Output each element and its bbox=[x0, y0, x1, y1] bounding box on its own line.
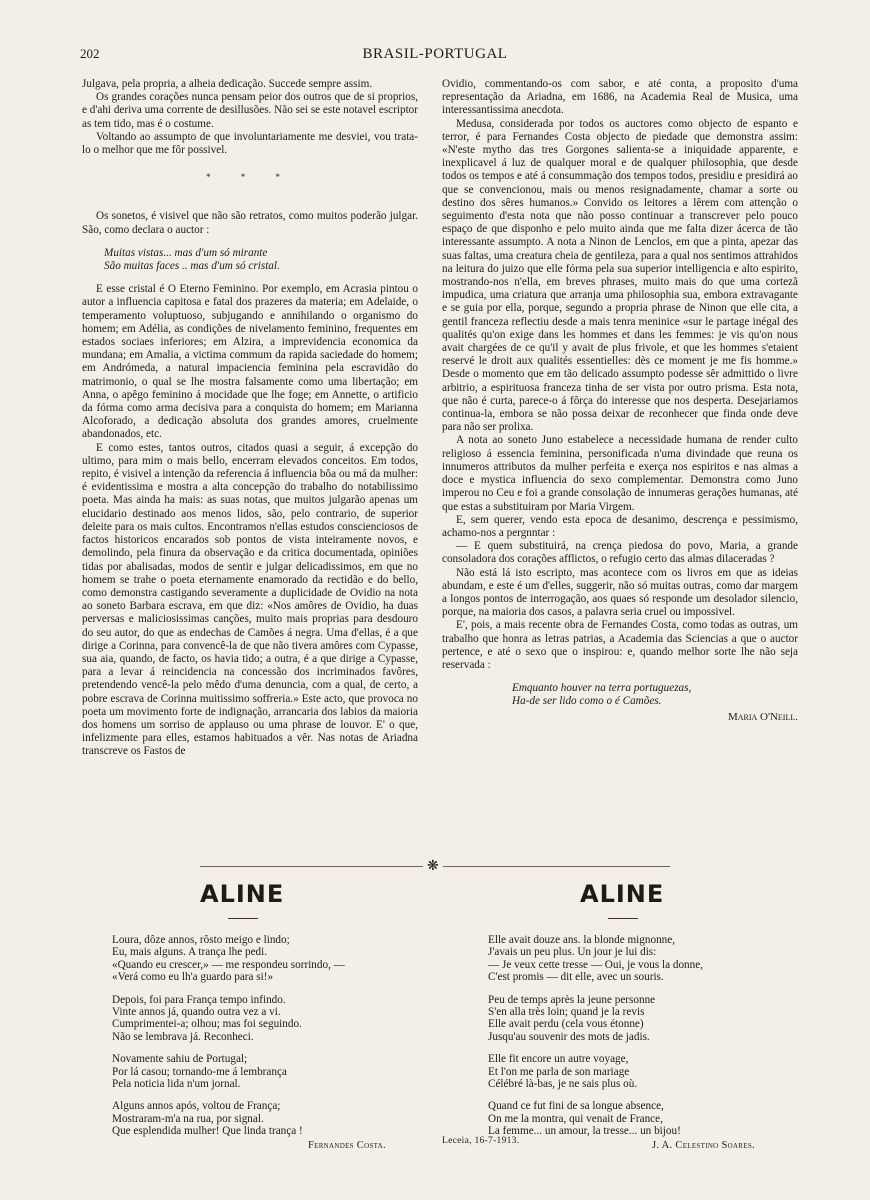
poem-line: — Je veux cette tresse — Oui, je vous la donne, bbox=[488, 958, 703, 971]
poem-author: Fernandes Costa. bbox=[308, 1140, 386, 1151]
section-separator: * * * bbox=[206, 172, 294, 183]
poem-portuguese bbox=[112, 934, 442, 1148]
stanza bbox=[112, 1053, 442, 1090]
paragraph: Voltando ao assumpto de que involuntariamente me desviei, vou trata-lo o melhor que me fôr possivel. bbox=[82, 130, 418, 157]
page-number: 202 bbox=[80, 46, 100, 61]
poem-line: Mostraram-m'a na rua, por signal. bbox=[112, 1112, 264, 1125]
poem-line: S'en alla très loin; quand je la revis bbox=[488, 1006, 645, 1019]
poem-line: Célébré là-bas, je ne sais plus où. bbox=[488, 1078, 638, 1091]
stanza bbox=[488, 1100, 818, 1137]
epigraph-line: Emquanto houver na terra portuguezas, bbox=[512, 682, 692, 695]
paragraph: E como estes, tantos outros, citados quasi a seguir, á excepção do ultimo, para mim o mais bello, encerram elevados conceitos. Em todos, repito, é visivel a intenção da referencia á influencia bôa ou má da mulher: é evidentissima e mostra a alta concepção do trabalho do notabilissimo poeta. Mas ainda ha mais: as suas notas, que muitos julgarão apenas um elucidario destinado aos menos lidos, são, pelo contrario, de superior deleite para os mais cultos. Encontramos n'ellas estudos conscienciosos de factos historicos encarados sob pontos de vista inteiramente novos, e demolindo, pela finura da observação e da critica documentada, opiniões tidas por abalisadas, modos de sentir e julgar delicadissimos, em que no homem se trahe o poeta eternamente enamorado da rectidão e do bello, como demonstra castigando severamente a duplicidade de Ovidio na nota ao soneto Barbara escrava, em que diz: «Nos amôres de Ovidio, ha duas perversas e maliciosissimas canções, muito mais proprias para desdouro do seu autor, do que as endechas de Camões á negra. Uma d'ellas, é a que dirige a Corinna, para convencê-la de que não tivera amôres com Cypasse, sua aia, quando, de facto, os havia tido; a outra, é a que dirige a Cypasse, para a levar á reincidencia na concessão dos incriminados favôres, pretendendo vencê-la pelo mêdo d'uma denuncia, com a qual, de certo, a pobre escrava de Corinna muitissimo soffreria.» Este acto, que provoca no poeta um movimento forte de indignação, arrancaria dos labios da maioria dos homens um sorriso de applauso ou uma phrase de louvor. E' o que, infelizmente para elles, estamos habituados a vêr. Nas notas de Ariadna transcreve os Fastos de bbox=[82, 441, 418, 758]
verse-quote bbox=[104, 247, 418, 273]
verse-line: São muitas faces .. mas d'um só cristal. bbox=[104, 260, 280, 273]
stanza bbox=[112, 994, 442, 1044]
poem-line: Que esplendida mulher! Que linda trança ! bbox=[112, 1125, 303, 1138]
paragraph: Ovidio, commentando-os com sabor, e até conta, a proposito d'uma representação da Ariadna, em 1686, na Academia Real de Musica, uma interessantissima anecdota. bbox=[442, 78, 798, 117]
page-header bbox=[70, 46, 800, 66]
poem-line: Alguns annos após, voltou de França; bbox=[112, 1100, 281, 1113]
poem-line: Elle avait perdu (cela vous étonne) bbox=[488, 1018, 644, 1031]
title-rule bbox=[608, 918, 638, 919]
poem-line: La femme... un amour, la tresse... un bijou! bbox=[488, 1125, 681, 1138]
poem-line: Et l'on me parla de son mariage bbox=[488, 1065, 630, 1078]
poem-title-french: ALINE bbox=[580, 880, 665, 908]
paragraph: Julgava, pela propria, a alheia dedicação. Succede sempre assim. bbox=[82, 78, 373, 90]
poem-line: Novamente sahiu de Portugal; bbox=[112, 1053, 248, 1066]
publication-title: BRASIL-PORTUGAL bbox=[362, 46, 508, 62]
stanza bbox=[488, 1053, 818, 1090]
poem-line: Elle fit encore un autre voyage, bbox=[488, 1053, 629, 1066]
poem-line: Peu de temps après la jeune personne bbox=[488, 993, 656, 1006]
paragraph: Os sonetos, é visivel que não são retratos, como muitos poderão julgar. São, como declara o auctor : bbox=[82, 210, 418, 236]
poem-line: Quand ce fut fini de sa longue absence, bbox=[488, 1100, 664, 1113]
paragraph: Medusa, considerada por todos os auctores como objecto de espanto e terror, é para Fernandes Costa objecto de piedade que demonstra assim: «N'este mytho das tres Gorgones salienta-se a iniquidade apparente, e inexplicavel á luz de qualquer moral e de qualquer philosophia, que desde todos os tempos e até á consummação dos tempos todos, presidiu e presidirá ao que se convencionou, mais ou menos resignadamente, chamar a sorte ou destino dos sêres humanos.» Convido os leitores a lêrem com attenção o seguimento d'esta nota que não posso continuar a transcrever pelo pouco espaço de que disponho e pelo muito ainda que me falta dizer ácerca de tão interessante assumpto. A nota a Ninon de Lenclos, em que a pinta, apezar das suas faltas, uma creatura cheia de gentileza, para a qual nos sentimos attrahidos na leitura do juizo que elle fórma pela sua superior intelligencia e alto espirito, mostrando-nos n'ella, em breves phrases, muito mais do que uma cortezã impudica, uma criatura que arranja uma philosophia sua, embora extravagante e se guia por ella, porque, segundo a propria phrase de Ninon que elle cita, a gentil franceza reflectiu desde a mais tenra meninice «sur le partage inégal des qualités qu'on exige dans les hommes et dans les femmes: je vis qu'on nous avait chargées de ce qu'il y avait de plus frivole, et que les hommes s'etaient reservé le droit aux qualités essentielles: dès ce moment je me fis homme.» Desde o momento que em tão delicado assumpto podesse sêr admittido o livre arbitrio, a espirituosa franceza tinha de ser vista por outro prisma. Esta nota, que não é curta, parece-o á fôrça do interesse que nos desperta. Desejariamos continua-la, embora se não possa deixar de reconhecer que finda onde deve para não ser prolixa. bbox=[442, 117, 798, 434]
verse-line: Muitas vistas... mas d'um só mirante bbox=[104, 246, 268, 259]
stanza bbox=[112, 1100, 442, 1137]
poem-line: Jusqu'au souvenir des mots de jadis. bbox=[488, 1030, 650, 1043]
poem-line: Depois, foi para França tempo infindo. bbox=[112, 993, 286, 1006]
paragraph: A nota ao soneto Juno estabelece a necessidade humana de render culto religioso á essencia feminina, personificada n'uma divindade que reuna os innumeros attributos da mulher perfeita e exerça nos espiritos e nas almas a doce e mystica influencia do sexo complementar. Demonstra como Juno imperou no Ceu e foi a grande consolação de innumeras gerações humanas, até que estas a substituiram por Maria Virgem. bbox=[442, 434, 798, 513]
poem-line: On me la montra, qui venait de France, bbox=[488, 1112, 663, 1125]
poem-line: «Verá como eu lh'a guardo para si!» bbox=[112, 971, 274, 984]
left-column bbox=[82, 78, 418, 759]
stanza bbox=[488, 934, 818, 984]
article-signature: Maria O'Neill. bbox=[727, 710, 798, 723]
ornament-icon: ❋ bbox=[423, 858, 443, 875]
poem-line: Não se lembrava já. Reconheci. bbox=[112, 1030, 254, 1043]
paragraph: E esse cristal é O Eterno Feminino. Por exemplo, em Acrasia pintou o autor a influencia capitosa e fatal dos prazeres da materia; em Adelaide, o temperamento voluptuoso, subjugando e annihilando o organismo do homem; em Adélia, as condições de nivelamento feminino, frequentes em estados sociaes inferiores; em Alzira, a imprevidencia economica da mundana; em Amalia, a victima commum da rapida saciedade do homem; em Andrómeda, a natural impaciencia feminina pela escravidão do matrimonio, o qual se lhe mostra falsamente como uma libertação; em Anna, o apêgo feminino á mocidade que lhe foge; em Annette, o artificio da fórma como arma decisiva para a conquista do homem; em Marianna Alcoforado, a dedicação absoluta dos grandes amores, cruelmente abandonados, etc. bbox=[82, 283, 418, 441]
poem-line: J'avais un peu plus. Un jour je lui dis: bbox=[488, 946, 657, 959]
poem-line: Cumprimentei-a; olhou; mas foi seguindo. bbox=[112, 1018, 302, 1031]
poem-line: Eu, mais alguns. A trança lhe pedi. bbox=[112, 946, 268, 959]
poem-line: C'est promis — dit elle, avec un souris. bbox=[488, 971, 664, 984]
poem-line: Por lá casou; tornando-me á lembrança bbox=[112, 1065, 287, 1078]
poem-line: Vinte annos já, quando outra vez a vi. bbox=[112, 1006, 281, 1019]
paragraph: Os grandes corações nunca pensam peior dos outros que de si proprios, e d'ahi deriva uma corrente de desillusões. Não sei se este notavel escriptor as tem tido, mas é o costume. bbox=[82, 91, 418, 130]
poem-line: Elle avait douze ans. la blonde mignonne, bbox=[488, 934, 676, 946]
paragraph: E, sem querer, vendo esta epoca de desanimo, descrença e pessimismo, achamo-nos a pergnntar : bbox=[442, 513, 798, 539]
translator-name: J. A. Celestino Soares. bbox=[652, 1140, 755, 1151]
poem-line: Pela noticia lida n'um jornal. bbox=[112, 1078, 241, 1091]
place-date: Leceia, 16-7-1913. bbox=[442, 1136, 520, 1146]
stanza bbox=[488, 994, 818, 1044]
epigraph bbox=[512, 682, 798, 708]
title-rule bbox=[228, 918, 258, 919]
poem-french bbox=[488, 934, 818, 1148]
epigraph-line: Ha-de ser lido como o é Camões. bbox=[512, 695, 662, 708]
poem-line: «Quando eu crescer,» — me respondeu sorrindo, — bbox=[112, 958, 345, 971]
paragraph: Não está lá isto escripto, mas acontece com os livros em que as ideias abundam, e este é um d'elles, suggerir, não só muitas outras, como dar margem a longos pontos de interrogação, aos quaes só responde um desolador silencio, porque, na maioria dos casos, a palavra seria cruel ou impossivel. bbox=[442, 566, 798, 619]
paragraph: E', pois, a mais recente obra de Fernandes Costa, como todas as outras, um trabalho que honra as letras patrias, a Academia das Sciencias a que o auctor pertence, e até o sexo que o inspirou: e, quando melhor sorte lhe não seja reservada : bbox=[442, 619, 798, 671]
poem-line: Loura, dôze annos, rôsto meigo e lindo; bbox=[112, 934, 290, 946]
stanza bbox=[112, 934, 442, 984]
paragraph: — E quem substituirá, na crença piedosa do povo, Maria, a grande consoladora dos corações afflictos, o refugio certo das almas dilaceradas ? bbox=[442, 540, 798, 566]
poem-title-portuguese: ALINE bbox=[200, 880, 285, 908]
right-column bbox=[442, 78, 798, 724]
